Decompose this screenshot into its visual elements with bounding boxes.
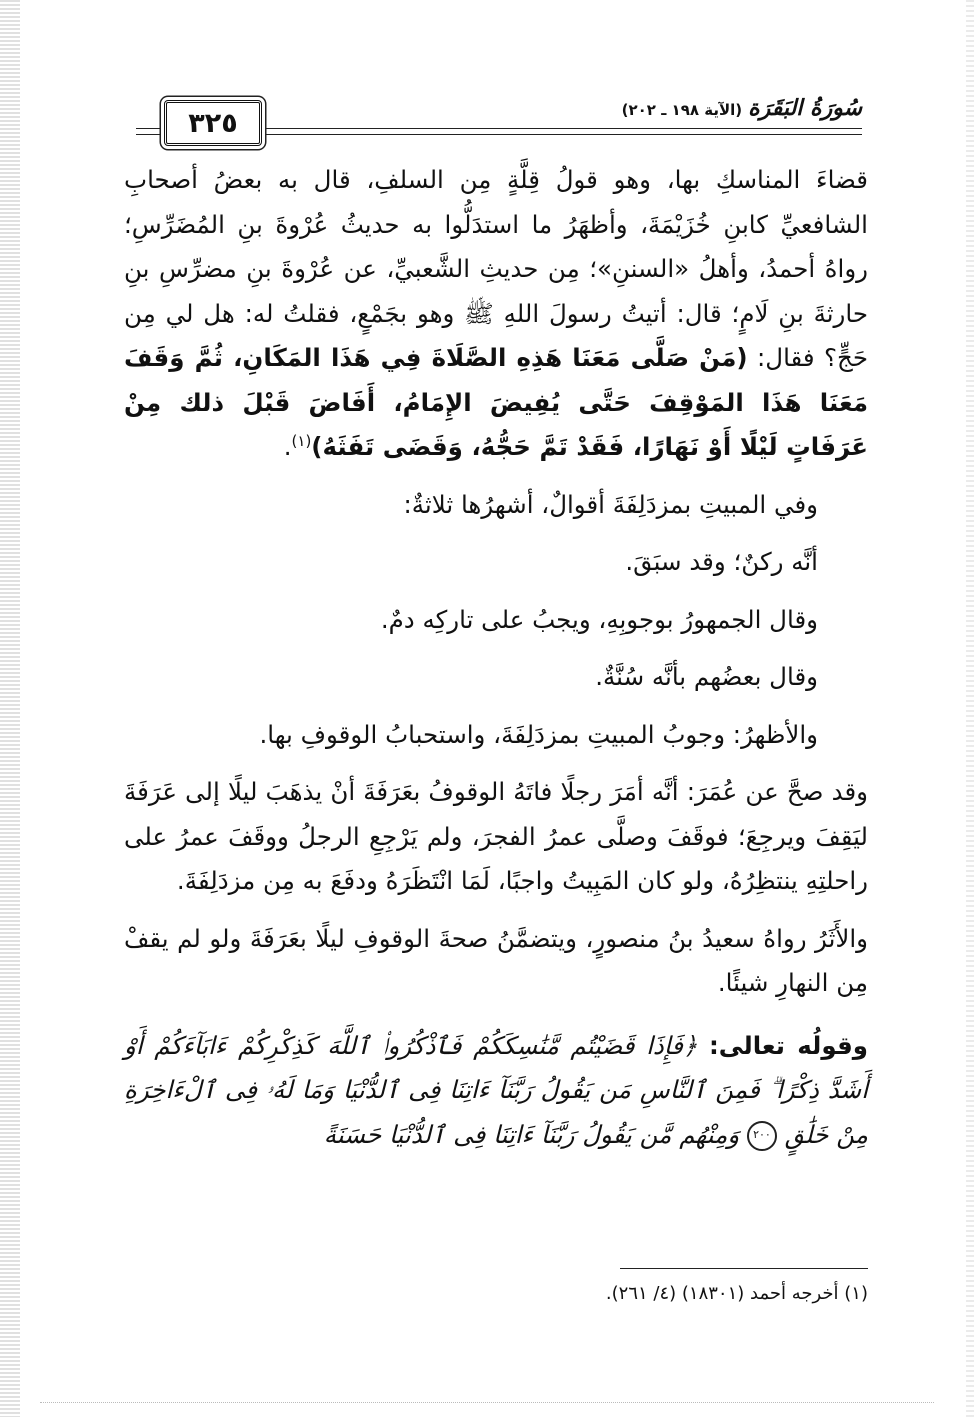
scan-edge-left bbox=[0, 0, 20, 1417]
quran-text-a: ﴿فَإِذَا قَضَيْتُم مَّنَٰسِكَكُمْ فَٱذْكُرُوا۟ ٱللَّهَ كَذِكْرِكُمْ ءَابَآءَكُمْ أَوْ أَشَدَّ ذِكْرًا ۗ فَمِنَ ٱلنَّاسِ مَن يَقُولُ رَبَّنَآ ءَاتِنَا فِى ٱلدُّنْيَا وَمَا لَهُۥ فِى ٱلْءَاخِرَةِ مِنْ خَلَٰقٍ bbox=[124, 1030, 868, 1149]
paragraph-opinion-3: وقال بعضُهم بأنَّه سُنَّةٌ. bbox=[595, 662, 818, 691]
paragraph-umar-report: وقد صحَّ عن عُمَرَ: أنَّه أمَرَ رجلًا فاتَهُ الوقوفُ بعَرَفَةَ أنْ يذهَبَ ليلًا إلى عَرَفَةَ ليَقِفَ ويرجِعَ؛ فوقَفَ وصلَّى عمرُ الفجرَ، ولم يَرْجِعِ الرجلُ ووقَفَ عمرُ على راحلتِهِ ينتظِرُهُ، ولو كان المَبِيتُ واجبًا، لَمَا انْتَظَرَهُ ودفَعَ به مِن مزدَلِفَةَ. bbox=[124, 777, 868, 895]
verse-lead: وقولُه تعالى: bbox=[708, 1030, 868, 1060]
ayah-number-marker: ٢٠٠ bbox=[747, 1121, 777, 1151]
paragraph-text: قضاءَ المناسكِ بها، وهو قولُ قِلَّةٍ مِن السلفِ، قال به بعضُ أصحابِ الشافعيِّ كابنِ خُزَيْمَةَ، وأظهَرُ ما استدَلُّوا به حديثُ عُرْوةَ بنِ المُضَرِّسِ؛ رواهُ أحمدُ، وأهلُ «السننِ»؛ مِن حديثِ الشَّعبيِّ، عن عُرْوةَ بنِ مضرِّسِ بنِ حارثةَ بنِ لَامٍ؛ قال: أتيتُ رسولَ اللهِ ﷺ وهو بجَمْعٍ، فقلتُ له: هل لي مِن حَجٍّ؟ فقال: bbox=[124, 165, 868, 372]
paragraph-athar: والأَثَرُ رواهُ سعيدُ بنُ منصورٍ، ويتضمَّنُ صحةَ الوقوفِ ليلًا بعَرَفَةَ ولو لم يقفْ مِن النهارِ شيئًا. bbox=[124, 923, 868, 997]
footnote-divider bbox=[620, 1268, 868, 1269]
hadith-quote: (مَنْ صَلَّى مَعَنَا هَذِهِ الصَّلَاةَ فِي هَذَا المَكَانِ، ثُمَّ وَقَفَ مَعَنَا هَذَا المَوْقِفَ حَتَّى يُفِيضَ الإِمَامُ، أَفَاضَ قَبْلَ ذلك مِنْ عَرَفَاتٍ لَيْلًا أَوْ نَهَارًا، فَقَدْ تَمَّ حَجُّهُ، وَقَضَى تَفَثَهُ) bbox=[124, 343, 868, 461]
page-number: ٣٢٥ bbox=[164, 100, 262, 146]
paragraph-quran-verse bbox=[124, 1024, 868, 1158]
page-header bbox=[136, 94, 862, 146]
scan-bottom-edge bbox=[40, 1402, 934, 1403]
running-title bbox=[612, 96, 862, 121]
ayah-range: (الآية ١٩٨ ـ ٢٠٢) bbox=[621, 101, 743, 119]
paragraph-preferred-view: والأظهرُ: وجوبُ المبيتِ بمزدَلِفَةَ، واستحبابُ الوقوفِ بها. bbox=[259, 719, 818, 749]
scan-edge-right bbox=[966, 0, 974, 1417]
footnote-reference: (١) bbox=[291, 431, 312, 450]
footnote: (١) أخرجه أحمد (١٨٣٠١) (٤/ ٢٦١). bbox=[605, 1283, 868, 1304]
paragraph-opinions-intro: وفي المبيتِ بمزدَلِفَةَ أقوالٌ، أشهرُها ثلاثةٌ: bbox=[403, 489, 818, 519]
sura-name: سُورَةُ البَقَرَة bbox=[748, 96, 862, 121]
page-body bbox=[124, 158, 868, 1157]
paragraph-end: . bbox=[283, 432, 292, 461]
quran-text-b: وَمِنْهُم مَّن يَقُولُ رَبَّنَآ ءَاتِنَا فِى ٱلدُّنْيَا حَسَنَةً bbox=[323, 1119, 740, 1149]
paragraph-opinion-1: أنَّه ركنٌ؛ وقد سبَقَ. bbox=[625, 547, 818, 576]
paragraph-hadith-context bbox=[124, 158, 868, 470]
paragraph-opinion-2: وقال الجمهورُ بوجوبِهِ، ويجبُ على تاركِه دمٌ. bbox=[380, 604, 818, 634]
